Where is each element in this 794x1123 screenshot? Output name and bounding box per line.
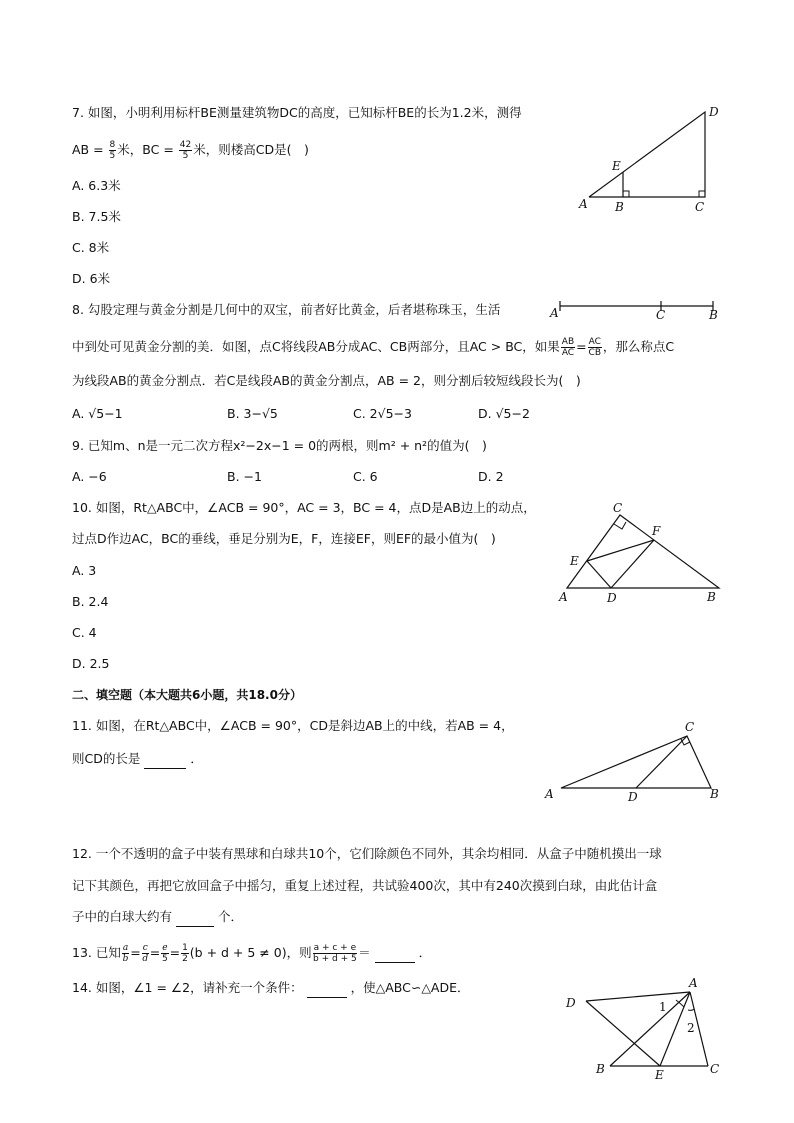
q7-label-c: C	[695, 200, 705, 214]
q10-line1: 10. 如图，Rt△ABC中，∠ACB = 90°，AC = 3，BC = 4，点D是AB边上的动点，	[72, 500, 536, 515]
q14-label-c: C	[710, 1062, 720, 1076]
q13-answer-blank[interactable]	[375, 944, 415, 963]
q13-frac-big: $\frac{a + c + e}{b + d + 5}$	[313, 943, 357, 964]
q9-option-d[interactable]: D. 2	[478, 469, 504, 484]
q12-line1: 12. 一个不透明的盒子中装有黑球和白球共10个，它们除颜色不同外，其余均相同．从盒子中随机摸出一球	[72, 846, 662, 861]
q10-label-b: B	[707, 590, 716, 604]
q12-line3: 子中的白球大约有 个．	[72, 908, 243, 927]
q8-frac1: $\frac{AB}{AC}$	[561, 337, 575, 358]
q10-figure	[555, 500, 730, 610]
q9-stem: 9. 已知m、n是一元二次方程x²−2x−1 = 0的两根，则m² + n²的值为( )	[72, 438, 487, 453]
section-title-fill-in: 二、填空题（本大题共6小题，共18.0分）	[72, 688, 302, 702]
q7-line2-pre: AB =	[72, 142, 108, 157]
q12-line2: 记下其颜色，再把它放回盒子中摇匀，重复上述过程，共试验400次，其中有240次摸到白球，由此估计盒	[72, 878, 658, 893]
q8-label-a: A	[550, 306, 559, 320]
q8-line1: 8. 勾股定理与黄金分割是几何中的双宝，前者好比黄金，后者堪称珠玉，生活	[72, 302, 501, 317]
q7-label-a: A	[579, 197, 588, 211]
q7-option-d[interactable]: D. 6米	[72, 271, 111, 286]
q10-option-c[interactable]: C. 4	[72, 625, 97, 640]
q14-label-2: 2	[687, 1021, 695, 1035]
q8-line2: 中到处可见黄金分割的美．如图，点C将线段AB分成AC、CB两部分，且AC > BC，如果 $\frac{AB}{AC}$ = $\frac{AC}{CB}$ ，那么称点C	[72, 337, 675, 358]
q9-option-c[interactable]: C. 6	[353, 469, 378, 484]
q8-option-b[interactable]: B. 3−√5	[227, 406, 278, 421]
q10-option-b[interactable]: B. 2.4	[72, 594, 109, 609]
q9-option-b[interactable]: B. −1	[227, 469, 262, 484]
q7-frac-bc: $\frac{42}{5}$	[179, 140, 192, 161]
q8-figure	[548, 296, 728, 320]
q11-line1: 11. 如图，在Rt△ABC中，∠ACB = 90°，CD是斜边AB上的中线，若AB = 4，	[72, 718, 514, 733]
q9-option-a[interactable]: A. −6	[72, 469, 107, 484]
q10-option-a[interactable]: A. 3	[72, 563, 97, 578]
q7-line2: AB = $\frac{8}{5}$ 米，BC = $\frac{42}{5}$ 米，则楼高CD是( )	[72, 140, 309, 161]
q11-label-a: A	[545, 787, 554, 801]
q10-label-e: E	[570, 554, 579, 568]
q7-label-e: E	[612, 159, 621, 173]
q14-line1: 14. 如图，∠1 = ∠2，请补充一个条件： ，使△ABC∽△ADE．	[72, 979, 470, 998]
q11-answer-blank[interactable]	[144, 750, 186, 769]
q14-label-b: B	[596, 1062, 605, 1076]
q8-option-c[interactable]: C. 2√5−3	[353, 406, 412, 421]
q14-figure	[560, 976, 730, 1086]
q10-label-f: F	[652, 524, 661, 538]
q13-frac-half: $\frac{1}{2}$	[182, 943, 188, 964]
q7-option-c[interactable]: C. 8米	[72, 240, 110, 255]
q7-option-b[interactable]: B. 7.5米	[72, 209, 121, 224]
q10-label-a: A	[559, 590, 568, 604]
q13-frac-cd: $\frac{c}{d}$	[142, 943, 149, 964]
q8-option-a[interactable]: A. √5−1	[72, 406, 123, 421]
q7-frac-ab: $\frac{8}{5}$	[109, 140, 116, 161]
q14-answer-blank[interactable]	[307, 979, 347, 998]
q8-line3: 为线段AB的黄金分割点．若C是线段AB的黄金分割点，AB = 2，则分割后较短线段长为( )	[72, 373, 581, 388]
q10-option-d[interactable]: D. 2.5	[72, 656, 110, 671]
q12-answer-blank[interactable]	[176, 908, 214, 927]
q7-label-d: D	[709, 105, 719, 119]
q8-label-c: C	[656, 308, 666, 322]
q7-option-a[interactable]: A. 6.3米	[72, 178, 121, 193]
q11-label-d: D	[628, 790, 638, 804]
q11-line2: 则CD的长是 ．	[72, 750, 203, 769]
q10-label-c: C	[613, 501, 623, 515]
q14-label-e: E	[655, 1068, 664, 1082]
q8-label-b: B	[709, 308, 718, 322]
q13-frac-ab: $\frac{a}{b}$	[122, 943, 129, 964]
q7-stem: 7. 如图，小明利用标杆BE测量建筑物DC的高度，已知标杆BE的长为1.2米，测得	[72, 105, 522, 120]
q7-label-b: B	[615, 200, 624, 214]
q13-frac-e5: $\frac{e}{5}$	[162, 943, 168, 964]
q11-label-b: B	[710, 787, 719, 801]
q14-label-a: A	[689, 976, 698, 990]
q14-label-1: 1	[659, 1000, 667, 1014]
q10-label-d: D	[607, 591, 617, 605]
q8-option-d[interactable]: D. √5−2	[478, 406, 530, 421]
q8-frac2: $\frac{AC}{CB}$	[588, 337, 601, 358]
q11-figure	[540, 718, 725, 808]
q14-label-d: D	[566, 996, 576, 1010]
q11-label-c: C	[685, 720, 695, 734]
q10-line2: 过点D作边AC，BC的垂线，垂足分别为E，F，连接EF，则EF的最小值为( )	[72, 531, 496, 546]
q13-line: 13. 已知 $\frac{a}{b}$ = $\frac{c}{d}$ = $\frac{e}{5}$ = $\frac{1}{2}$ (b + d + 5 ≠ 0)，则 $\frac{a + c + e}{b + d + 5}$ ＝ ．	[72, 943, 432, 964]
q7-figure	[575, 100, 725, 220]
